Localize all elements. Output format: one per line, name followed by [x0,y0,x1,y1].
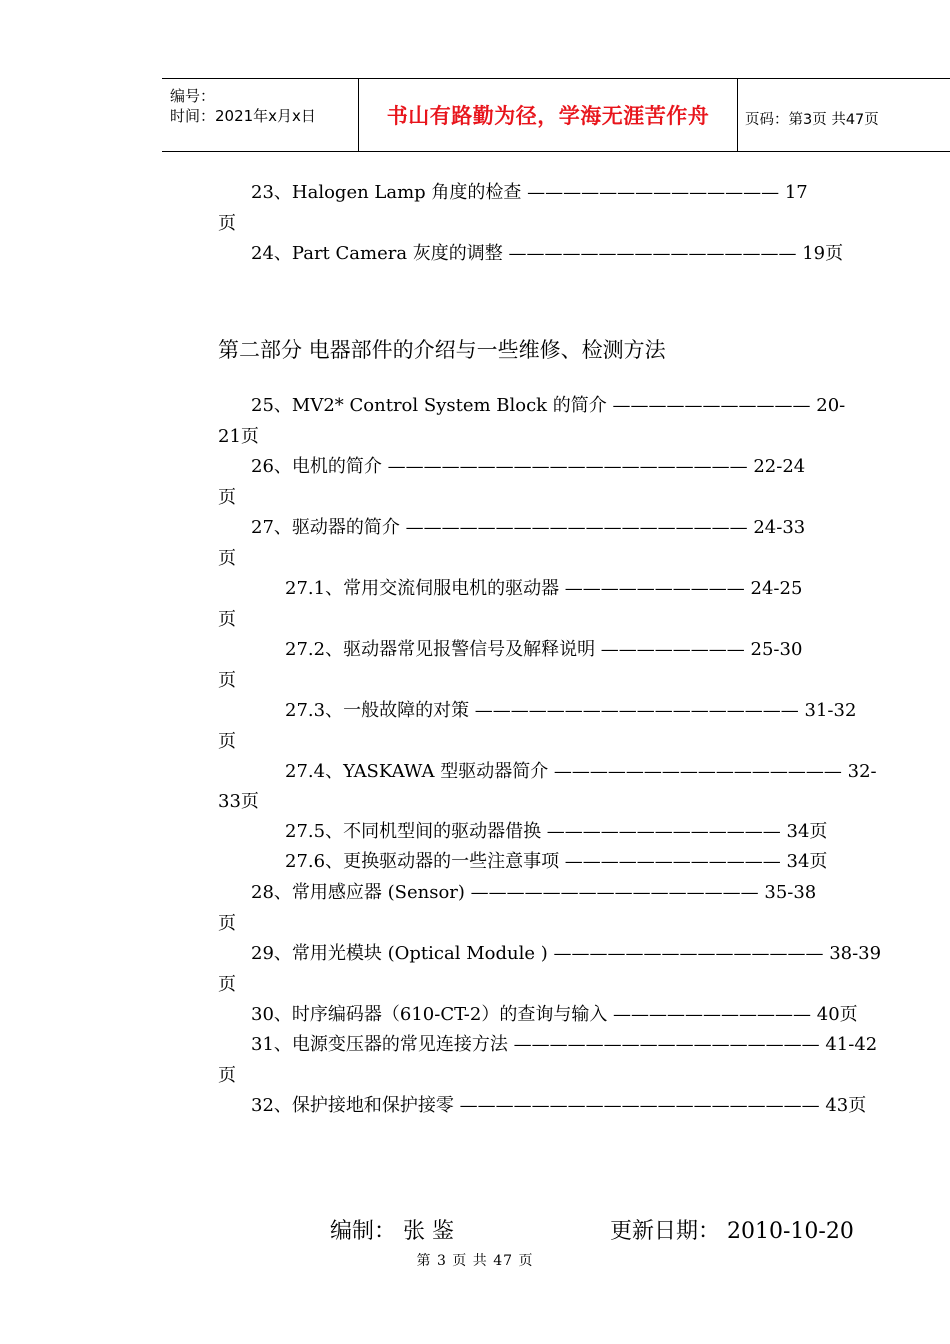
toc-entry-23[interactable]: 23、Halogen Lamp 角度的检查 —————————————— 17 [251,182,808,203]
update-date: 更新日期： 2010-10-20 [610,1219,854,1244]
time-label: 时间：2021年x月x日 [170,107,316,125]
toc-entry-27-4[interactable]: 27.4、YASKAWA 型驱动器简介 ———————————————— 32- [285,761,877,782]
toc-entry-27-1[interactable]: 27.1、常用交流伺服电机的驱动器 —————————— 24-25 [285,578,803,599]
toc-entry-23-cont: 页 [218,213,236,234]
toc-entry-32[interactable]: 32、保护接地和保护接零 ———————————————————— 43页 [251,1095,867,1116]
toc-entry-29[interactable]: 29、常用光模块 (Optical Module ) ——————————————— 38-39 [251,943,882,964]
toc-entry-27-6[interactable]: 27.6、更换驱动器的一些注意事项 ———————————— 34页 [285,851,828,872]
header-meta-cell [162,79,358,151]
toc-entry-26[interactable]: 26、电机的简介 ———————————————————— 22-24 [251,456,806,477]
toc-entry-27-5[interactable]: 27.5、不同机型间的驱动器借换 ————————————— 34页 [285,821,828,842]
toc-entry-25[interactable]: 25、MV2* Control System Block 的简介 ——————————— 20- [251,395,846,416]
section-title: 第二部分 电器部件的介绍与一些维修、检测方法 [218,338,666,362]
page-number-text: 第 3 页 共 47 页 [416,1253,534,1269]
page-number-footer [0,1250,950,1270]
toc-entry-24[interactable]: 24、Part Camera 灰度的调整 ———————————————— 19页 [251,243,844,264]
toc-entry-27-3-cont: 页 [218,731,236,752]
toc-entry-25-cont: 21页 [218,426,259,447]
toc-entry-26-cont: 页 [218,487,236,508]
toc-entry-27-3[interactable]: 27.3、一般故障的对策 —————————————————— 31-32 [285,700,857,721]
toc-entry-27[interactable]: 27、驱动器的简介 ——————————————————— 24-33 [251,517,806,538]
toc-entry-31[interactable]: 31、电源变压器的常见连接方法 ————————————————— 41-42 [251,1034,878,1055]
toc-entry-27-cont: 页 [218,548,236,569]
toc-entry-29-cont: 页 [218,974,236,995]
number-label: 编号： [170,87,216,105]
editor-signature: 编制： 张 鉴 [330,1219,454,1244]
toc-entry-27-2-cont: 页 [218,670,236,691]
document-header [162,78,950,152]
toc-entry-28[interactable]: 28、常用感应器 (Sensor) ———————————————— 35-38 [251,882,817,903]
page-info: 页码：第3页 共47页 [745,112,879,128]
header-motto-cell [358,79,738,151]
toc-entry-28-cont: 页 [218,913,236,934]
toc-entry-30[interactable]: 30、时序编码器（610-CT-2）的查询与输入 ——————————— 40页 [251,1004,858,1025]
header-page-cell [737,79,950,151]
motto-text: 书山有路勤为径，学海无涯苦作舟 [386,103,710,128]
toc-entry-31-cont: 页 [218,1065,236,1086]
toc-entry-27-4-cont: 33页 [218,791,259,812]
toc-entry-27-1-cont: 页 [218,609,236,630]
toc-entry-27-2[interactable]: 27.2、驱动器常见报警信号及解释说明 ———————— 25-30 [285,639,803,660]
